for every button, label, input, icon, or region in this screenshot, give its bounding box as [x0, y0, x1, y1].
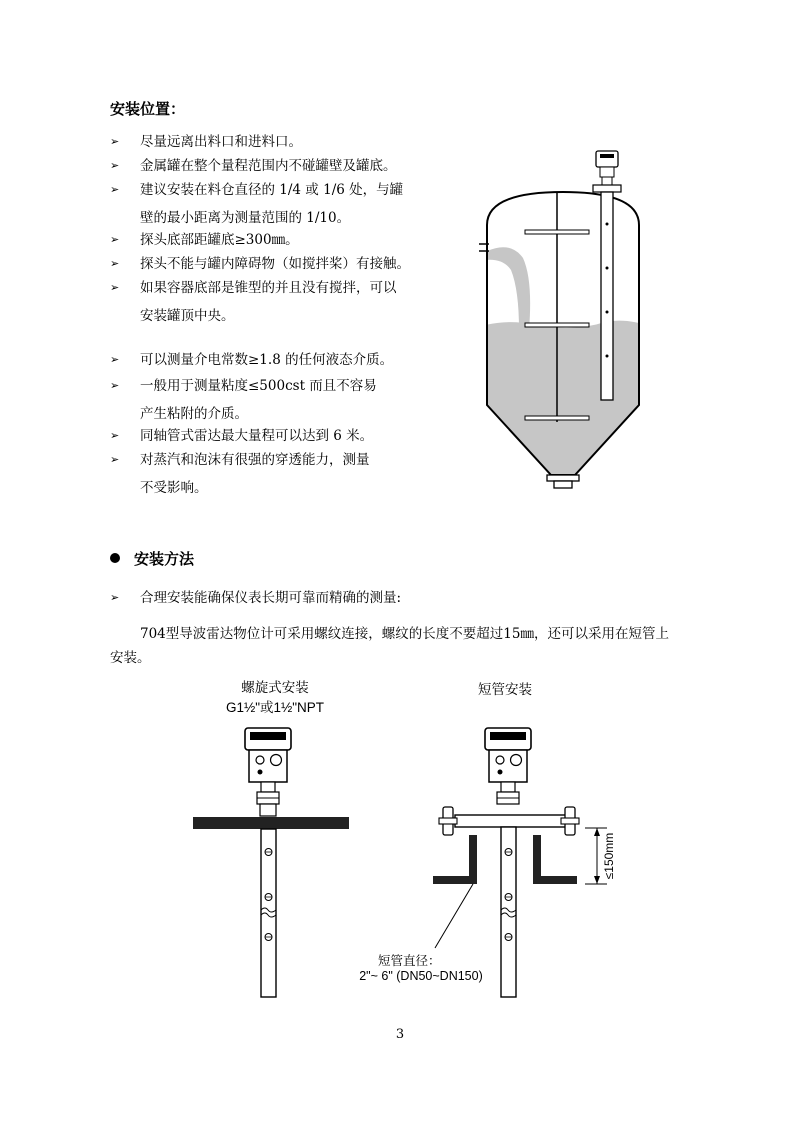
- bullet-continuation: 产生粘附的介质。: [140, 406, 248, 422]
- arrow-bullet-icon: ➢: [110, 379, 120, 392]
- nozzle-wall-left: [433, 835, 477, 884]
- bullet-text: 尽量远离出料口和进料口。: [140, 134, 302, 150]
- paragraph-line: 704型导波雷达物位计可采用螺纹连接，螺纹的长度不要超过15㎜，还可以采用在短管上: [140, 626, 669, 642]
- paragraph-line: 安装。: [110, 650, 151, 666]
- bullet-text: 一般用于测量粘度≤500cst 而且不容易: [140, 378, 377, 394]
- leader-line: [435, 884, 473, 948]
- bullet-text: 同轴管式雷达最大量程可以达到 6 米。: [140, 428, 374, 444]
- radar-head: [596, 151, 618, 167]
- caption-thread-spec: G1½"或1½"NPT: [225, 700, 325, 715]
- arrow-bullet-icon: ➢: [110, 353, 120, 366]
- liquid-fill: [475, 247, 650, 495]
- bullet-text: 探头底部距罐底≥300㎜。: [140, 232, 299, 248]
- arrow-bullet-icon: ➢: [110, 453, 120, 466]
- dimension-label: ≤150mm: [602, 832, 616, 880]
- arrow-bullet-icon: ➢: [110, 233, 120, 246]
- bullet-text: 合理安装能确保仪表长期可靠而精确的测量:: [140, 590, 402, 606]
- arrow-bullet-icon: ➢: [110, 159, 120, 172]
- arrow-bullet-icon: ➢: [110, 183, 120, 196]
- bullet-text: 探头不能与罐内障碍物（如搅拌桨）有接触。: [140, 256, 410, 272]
- bullet-text: 如果容器底部是锥型的并且没有搅拌，可以: [140, 280, 397, 296]
- agitator-blade: [525, 230, 589, 234]
- section-title-install-method: [110, 548, 194, 569]
- section-title-text: 安装方法: [134, 550, 195, 568]
- section-title-install-position: 安装位置：: [110, 100, 186, 118]
- flange-plate: [455, 815, 573, 827]
- bullet-text: 对蒸汽和泡沫有很强的穿透能力，测量: [140, 452, 370, 468]
- agitator-blade: [525, 416, 589, 420]
- tank-roof-plate: [193, 817, 349, 829]
- bullet-continuation: 不受影响。: [140, 480, 208, 496]
- bullet-text: 金属罐在整个量程范围内不碰罐壁及罐底。: [140, 158, 397, 174]
- arrow-bullet-icon: ➢: [110, 281, 120, 294]
- bullet-text: 可以测量介电常数≥1.8 的任何液态介质。: [140, 352, 394, 368]
- arrow-bullet-icon: ➢: [110, 429, 120, 442]
- arrow-bullet-icon: ➢: [110, 591, 120, 604]
- tank-installation-diagram: [475, 140, 650, 495]
- thread-installation-diagram: [185, 722, 355, 998]
- bullet-continuation: 壁的最小距离为测量范围的 1/10。: [140, 210, 351, 226]
- arrow-bullet-icon: ➢: [110, 135, 120, 148]
- bullet-dot-icon: [110, 553, 120, 563]
- page-number: 3: [395, 1027, 405, 1042]
- caption-thread-install: 螺旋式安装: [241, 680, 309, 695]
- bullet-continuation: 安装罐顶中央。: [140, 308, 235, 324]
- electronics-housing: [489, 750, 527, 782]
- caption-nozzle-install: 短管安装: [478, 682, 532, 697]
- nozzle-diameter-label: 短管直径：: [378, 954, 441, 968]
- nozzle-wall-right: [533, 835, 577, 884]
- arrow-bullet-icon: ➢: [110, 257, 120, 270]
- bullet-text: 建议安装在料仓直径的 1/4 或 1/6 处，与罐: [140, 182, 404, 198]
- electronics-housing: [249, 750, 287, 782]
- nozzle-diameter-value: 2"~ 6" (DN50~DN150): [359, 969, 483, 983]
- agitator-blade: [525, 323, 589, 327]
